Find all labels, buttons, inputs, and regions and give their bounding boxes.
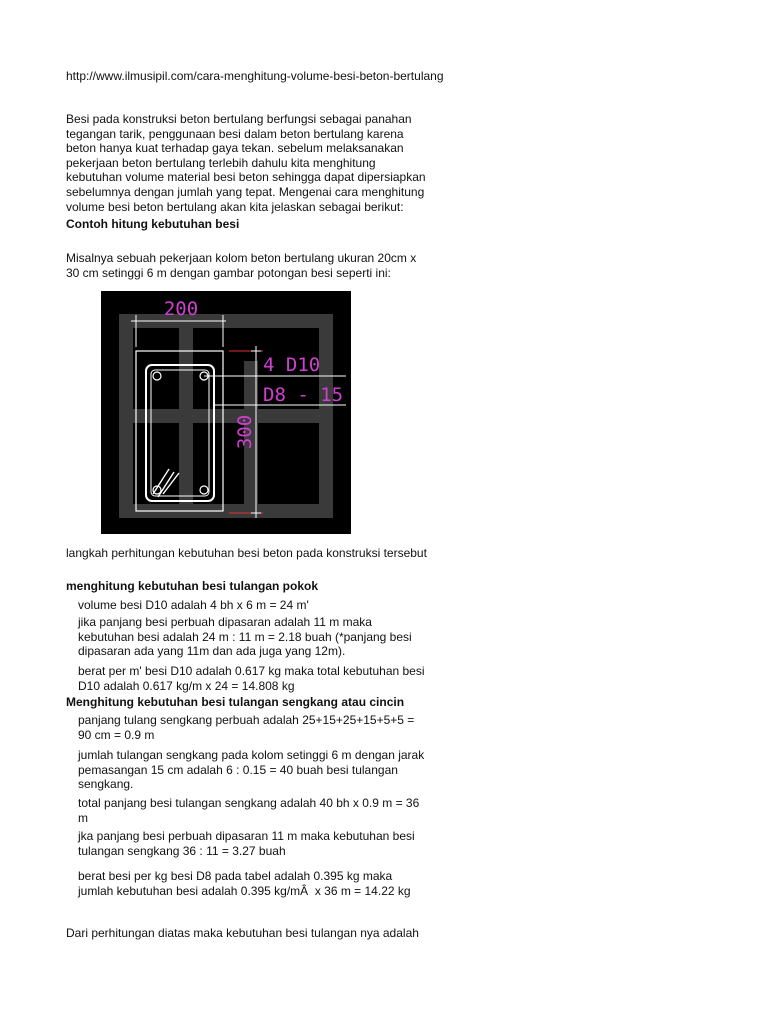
stirrup-item-line: pemasangan 15 cm adalah 6 : 0.15 = 40 buah besi tulangan <box>78 762 398 777</box>
example-line: 30 cm setinggi 6 m dengan gambar potongan besi seperti ini: <box>66 265 391 280</box>
stirrup-item-line: tulangan sengkang 36 : 11 = 3.27 buah <box>78 843 286 858</box>
main-rebar-label: 4 D10 <box>263 354 321 376</box>
section-heading-stirrup: Menghitung kebutuhan besi tulangan sengkang atau cincin <box>66 695 405 709</box>
intro-line: pekerjaan beton bertulang terlebih dahulu kita menghitung <box>66 155 376 170</box>
stirrup-label: D8 - 15 <box>263 384 344 406</box>
intro-line: beton hanya kuat terhadap gaya tekan. sebelum melaksanakan <box>66 141 404 156</box>
main-item-line: dipasaran ada yang 11m dan ada juga yang 12m). <box>78 644 346 659</box>
stirrup-item-line: 90 cm = 0.9 m <box>78 727 155 742</box>
stirrup-item-line: total panjang besi tulangan sengkang adalah 40 bh x 0.9 m = 36 <box>78 796 420 810</box>
intro-line: sebelumnya dengan jumlah yang tepat. Mengenai cara menghitung <box>66 185 425 199</box>
stirrup-item-line: berat besi per kg besi D8 pada tabel adalah 0.395 kg maka <box>78 869 393 883</box>
width-label: 200 <box>163 298 199 320</box>
stirrup-item-line: jumlah kebutuhan besi adalah 0.395 kg/mÂ x 36 m = 14.22 kg <box>78 883 411 898</box>
section-heading-example: Contoh hitung kebutuhan besi <box>66 217 240 231</box>
stirrup-item-line: sengkang. <box>78 777 134 792</box>
source-url: http://www.ilmusipil.com/cara-menghitung-volume-besi-beton-bertulang <box>66 69 444 83</box>
example-line: Misalnya sebuah pekerjaan kolom beton bertulang ukuran 20cm x <box>66 251 417 265</box>
main-item-line: D10 adalah 0.617 kg/m x 24 = 14.808 kg <box>78 678 295 693</box>
main-item-line: volume besi D10 adalah 4 bh x 6 m = 24 m' <box>78 598 309 612</box>
section-heading-main-rebar: menghitung kebutuhan besi tulangan pokok <box>66 579 319 593</box>
intro-line: Besi pada konstruksi beton bertulang berfungsi sebagai panahan <box>66 112 412 126</box>
main-item-line: berat per m' besi D10 adalah 0.617 kg maka total kebutuhan besi <box>78 664 425 678</box>
stirrup-item-line: jka panjang besi perbuah dipasaran 11 m maka kebutuhan besi <box>78 829 415 843</box>
column-section-drawing <box>101 291 351 534</box>
intro-line: tegangan tarik, penggunaan besi dalam beton bertulang karena <box>66 126 404 141</box>
stirrup-item-line: m <box>78 810 88 825</box>
intro-line: volume besi beton bertulang akan kita jelaskan sebagai berikut: <box>66 199 404 214</box>
main-item-line: kebutuhan besi adalah 24 m : 11 m = 2.18 buah (*panjang besi <box>78 629 412 644</box>
stirrup-item-line: jumlah tulangan sengkang pada kolom setinggi 6 m dengan jarak <box>78 748 425 762</box>
conclusion-line: Dari perhitungan diatas maka kebutuhan besi tulangan nya adalah <box>66 926 419 940</box>
height-label: 300 <box>234 414 256 450</box>
main-item-line: jika panjang besi perbuah dipasaran adalah 11 m maka <box>78 615 372 629</box>
intro-line: kebutuhan volume material besi beton sehingga dapat dipersiapkan <box>66 170 426 185</box>
steps-caption: langkah perhitungan kebutuhan besi beton pada konstruksi tersebut <box>66 546 427 560</box>
stirrup-item-line: panjang tulang sengkang perbuah adalah 25+15+25+15+5+5 = <box>78 713 415 727</box>
